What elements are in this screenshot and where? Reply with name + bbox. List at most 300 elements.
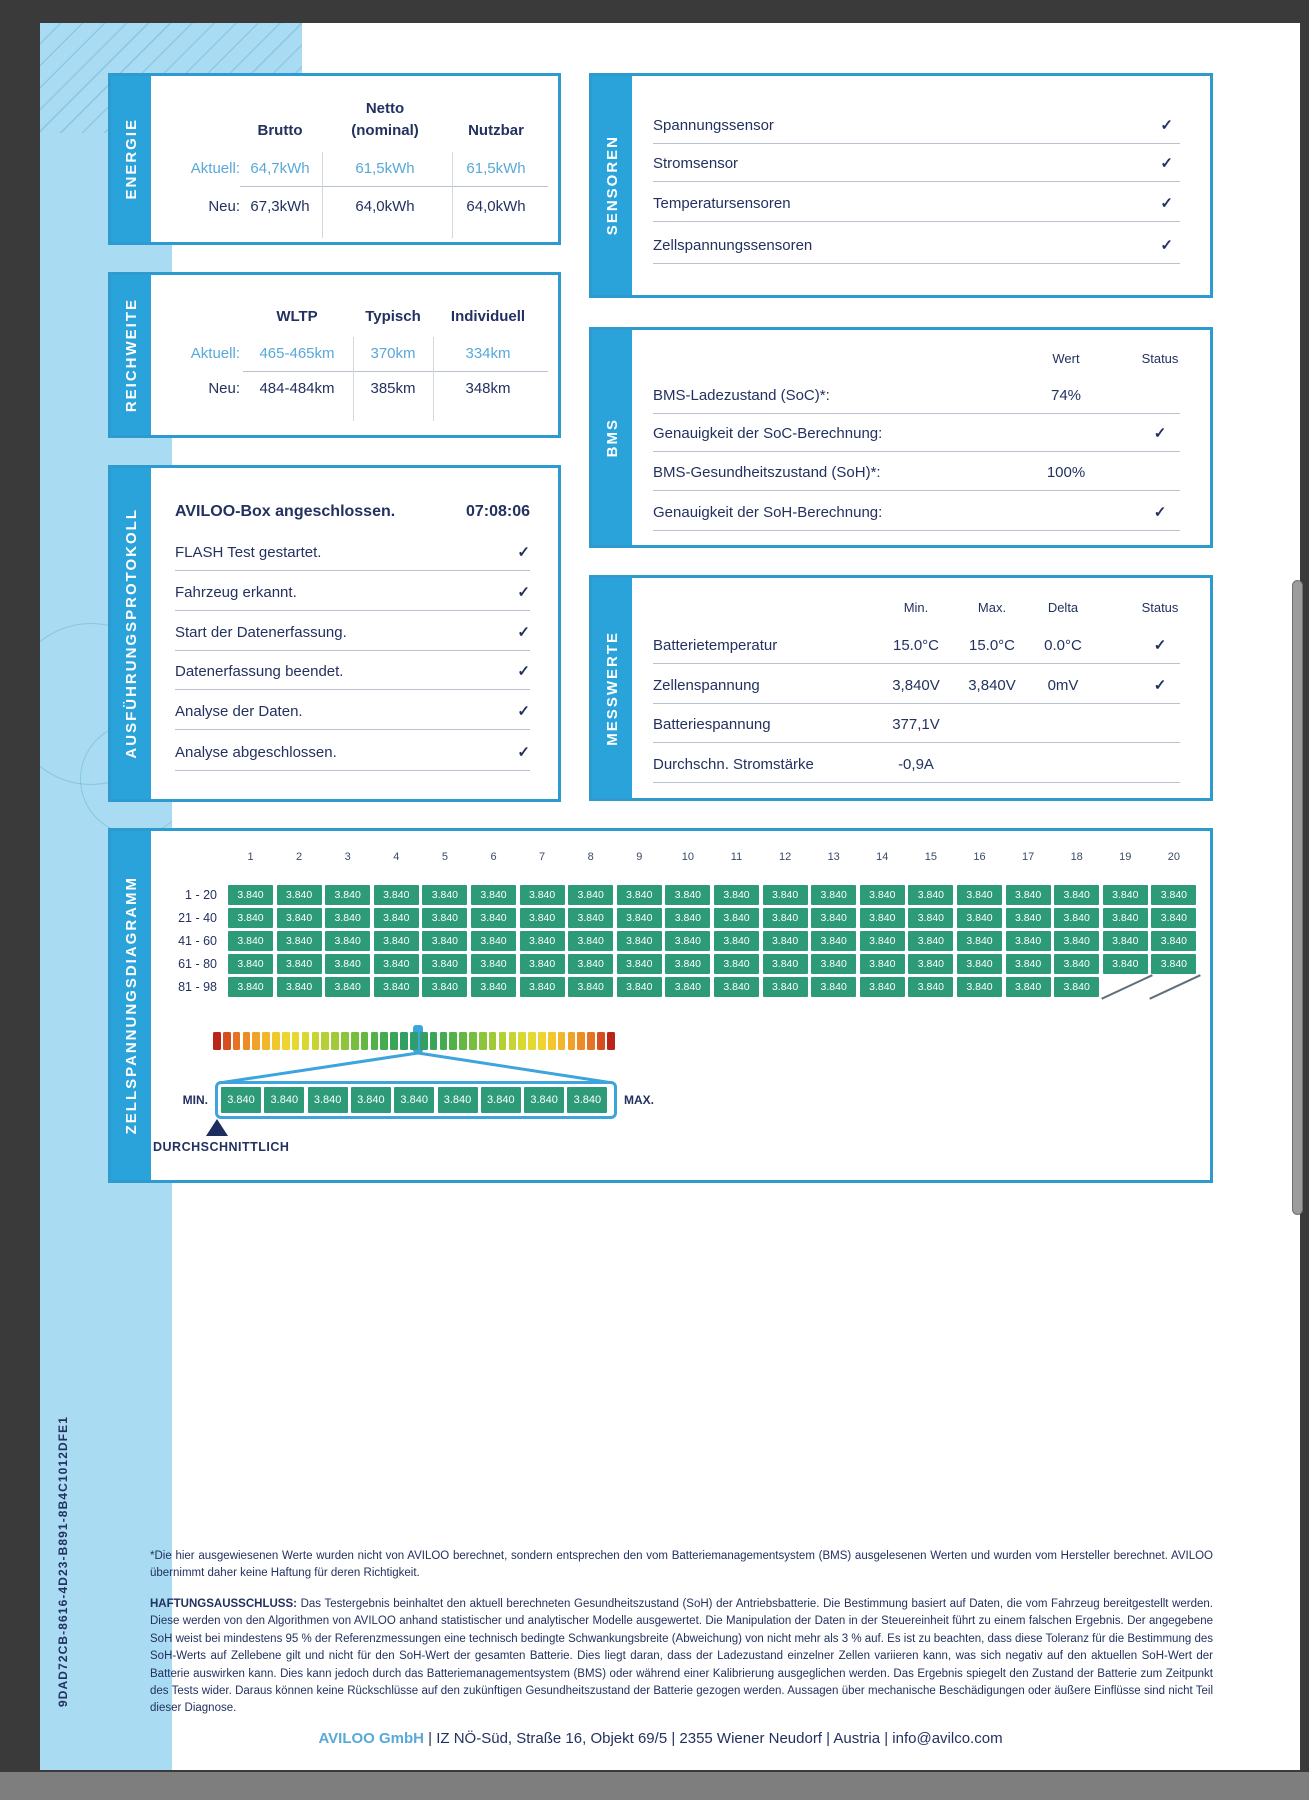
scale-segment — [440, 1032, 448, 1050]
col-header-netto-line1: Netto — [365, 100, 405, 117]
scale-segment — [351, 1032, 359, 1050]
energie-aktuell-netto: 61,5kWh — [355, 160, 415, 177]
scale-segment — [272, 1032, 280, 1050]
cell-column-header: 2 — [296, 851, 303, 863]
row-divider — [653, 181, 1180, 182]
voltage-cell: 3.840 — [422, 931, 467, 951]
voltage-cell: 3.840 — [520, 954, 565, 974]
col-header-typisch: Typisch — [365, 308, 421, 325]
cell-column-header: 5 — [441, 851, 448, 863]
callout-voltage-cell: 3.840 — [481, 1087, 521, 1113]
scale-segment — [292, 1032, 300, 1050]
voltage-cell: 3.840 — [1054, 931, 1099, 951]
voltage-cell: 3.840 — [1151, 931, 1196, 951]
messwert-max: 3,840V — [968, 677, 1016, 694]
col-header-nutzbar: Nutzbar — [468, 122, 524, 139]
callout-voltage-cell: 3.840 — [351, 1087, 391, 1113]
voltage-cell: 3.840 — [228, 908, 273, 928]
scale-segment — [223, 1032, 231, 1050]
footnote-bms-values — [150, 1548, 1213, 1583]
cell-row-label: 21 - 40 — [178, 911, 217, 925]
reichweite-aktuell-wltp: 465-465km — [259, 345, 335, 362]
cell-column-header: 6 — [490, 851, 497, 863]
cell-column-header: 16 — [973, 851, 986, 863]
voltage-cell: 3.840 — [860, 931, 905, 951]
row-divider — [653, 782, 1180, 783]
voltage-cell: 3.840 — [228, 931, 273, 951]
energie-neu-nutzbar: 64,0kWh — [466, 198, 526, 215]
check-icon: ✓ — [1153, 637, 1167, 654]
voltage-cell: 3.840 — [763, 908, 808, 928]
energie-aktuell-nutzbar: 61,5kWh — [466, 160, 526, 177]
voltage-cell: 3.840 — [228, 977, 273, 997]
voltage-cell: 3.840 — [325, 977, 370, 997]
voltage-cell: 3.840 — [617, 931, 662, 951]
callout-voltage-cell: 3.840 — [394, 1087, 434, 1113]
voltage-cell: 3.840 — [957, 885, 1002, 905]
voltage-cell: 3.840 — [811, 977, 856, 997]
voltage-cell: 3.840 — [714, 954, 759, 974]
cell-row-label: 41 - 60 — [178, 934, 217, 948]
col-header-brutto: Brutto — [257, 122, 303, 139]
row-divider — [653, 490, 1180, 491]
scale-segment — [430, 1032, 438, 1050]
bms-row-label: BMS-Gesundheitszustand (SoH)*: — [653, 464, 881, 481]
section-label-bms: BMS — [603, 417, 621, 458]
scale-segment — [233, 1032, 241, 1050]
min-label: MIN. — [182, 1093, 208, 1107]
protokoll-item: Analyse abgeschlossen. — [175, 744, 337, 761]
reichweite-neu-typisch: 385km — [370, 380, 416, 397]
messwert-min: 3,840V — [892, 677, 940, 694]
cell-column-header: 19 — [1119, 851, 1132, 863]
cell-column-header: 8 — [587, 851, 594, 863]
scale-segment — [479, 1032, 487, 1050]
check-icon: ✓ — [1160, 117, 1173, 134]
cell-column-header: 9 — [636, 851, 643, 863]
voltage-cell: 3.840 — [1006, 977, 1051, 997]
scale-segment — [518, 1032, 526, 1050]
voltage-cell: 3.840 — [520, 885, 565, 905]
sensor-item: Temperatursensoren — [653, 195, 791, 212]
callout-voltage-cell: 3.840 — [438, 1087, 478, 1113]
scale-segment — [558, 1032, 566, 1050]
callout-voltage-cell: 3.840 — [264, 1087, 304, 1113]
scale-segment — [302, 1032, 310, 1050]
footnote-text: *Die hier ausgewiesenen Werte wurden nicht von AVILOO berechnet, sondern entsprechen den vom Batteriemanagementsystem (BMS) ausgelesenen Werten und wurden vom Hersteller berechnet. AVILOO übernimmt daher keine Haftung für deren Richtigkeit. — [150, 1550, 1213, 1580]
messwert-label: Durchschn. Stromstärke — [653, 756, 814, 773]
voltage-cell: 3.840 — [520, 931, 565, 951]
scale-segment — [243, 1032, 251, 1050]
cell-column-header: 15 — [924, 851, 938, 863]
reichweite-aktuell-typisch: 370km — [370, 345, 416, 362]
column-divider — [353, 337, 354, 421]
cell-row-label: 1 - 20 — [185, 888, 217, 902]
voltage-cell: 3.840 — [763, 954, 808, 974]
energie-aktuell-brutto: 64,7kWh — [250, 160, 310, 177]
voltage-cell: 3.840 — [374, 931, 419, 951]
callout-voltage-cell: 3.840 — [524, 1087, 564, 1113]
section-strip-reichweite — [111, 275, 151, 435]
scale-segment — [380, 1032, 388, 1050]
company-footer — [108, 1730, 1213, 1747]
voltage-cell: 3.840 — [1006, 908, 1051, 928]
protokoll-item: Start der Datenerfassung. — [175, 624, 347, 641]
check-icon: ✓ — [1160, 237, 1173, 254]
check-icon: ✓ — [517, 663, 530, 680]
scale-segment — [252, 1032, 260, 1050]
missing-cell-slash-icon — [1150, 974, 1202, 999]
section-label-sensoren: SENSOREN — [603, 135, 621, 236]
voltage-cell: 3.840 — [811, 908, 856, 928]
voltage-cell: 3.840 — [1054, 908, 1099, 928]
cell-column-header: 10 — [681, 851, 695, 863]
scale-segment — [390, 1032, 398, 1050]
row-divider — [175, 570, 530, 571]
messwert-max: 15.0°C — [968, 637, 1016, 654]
column-divider — [433, 337, 434, 421]
voltage-cell: 3.840 — [860, 908, 905, 928]
voltage-cell: 3.840 — [860, 977, 905, 997]
section-strip-messwerte — [592, 578, 632, 798]
col-header-wltp: WLTP — [276, 308, 318, 325]
voltage-cell: 3.840 — [617, 954, 662, 974]
bms-row-label: Genauigkeit der SoC-Berechnung: — [653, 425, 883, 442]
check-icon: ✓ — [1153, 504, 1167, 521]
voltage-cell: 3.840 — [422, 885, 467, 905]
reichweite-neu-wltp: 484-484km — [259, 380, 335, 397]
voltage-cell: 3.840 — [811, 931, 856, 951]
voltage-cell: 3.840 — [471, 885, 516, 905]
voltage-cell: 3.840 — [228, 954, 273, 974]
voltage-cell: 3.840 — [714, 885, 759, 905]
voltage-cell: 3.840 — [617, 977, 662, 997]
voltage-cell: 3.840 — [665, 885, 710, 905]
reichweite-neu-individuell: 348km — [465, 380, 511, 397]
scale-segment — [449, 1032, 457, 1050]
check-icon: ✓ — [1160, 155, 1173, 172]
protokoll-item: Analyse der Daten. — [175, 703, 303, 720]
voltage-cell: 3.840 — [325, 954, 370, 974]
col-header-delta: Delta — [1047, 600, 1079, 615]
voltage-cell: 3.840 — [617, 908, 662, 928]
cell-column-header: 20 — [1167, 851, 1181, 863]
scale-segment — [538, 1032, 546, 1050]
col-header-min: Min. — [903, 600, 929, 615]
bms-soc-value: 74% — [1050, 387, 1082, 404]
scale-segment — [587, 1032, 595, 1050]
scale-segment — [607, 1032, 615, 1050]
voltage-cell: 3.840 — [471, 977, 516, 997]
row-divider — [653, 413, 1180, 414]
row-divider — [653, 703, 1180, 704]
voltage-cell: 3.840 — [908, 885, 953, 905]
voltage-cell: 3.840 — [228, 885, 273, 905]
check-icon: ✓ — [517, 624, 530, 641]
sensor-item: Spannungssensor — [653, 117, 774, 134]
col-header-status: Status — [1141, 351, 1179, 366]
voltage-cell: 3.840 — [520, 908, 565, 928]
check-icon: ✓ — [1153, 425, 1167, 442]
voltage-cell: 3.840 — [714, 908, 759, 928]
scale-segment — [528, 1032, 536, 1050]
voltage-cell: 3.840 — [422, 954, 467, 974]
average-pointer-icon — [206, 1119, 228, 1136]
row-divider — [175, 770, 530, 771]
scale-segment — [341, 1032, 349, 1050]
voltage-cell: 3.840 — [811, 954, 856, 974]
voltage-cell: 3.840 — [325, 885, 370, 905]
section-strip-zellspannung — [111, 831, 151, 1180]
max-label: MAX. — [624, 1093, 654, 1107]
scale-segment — [489, 1032, 497, 1050]
voltage-cell: 3.840 — [568, 977, 613, 997]
voltage-cell: 3.840 — [957, 954, 1002, 974]
voltage-cell: 3.840 — [860, 954, 905, 974]
protokoll-item: Fahrzeug erkannt. — [175, 584, 297, 601]
section-zellspannungsdiagramm — [108, 828, 1213, 1183]
row-label-neu: Neu: — [208, 198, 240, 215]
voltage-cell: 3.840 — [908, 908, 953, 928]
bms-row-label: BMS-Ladezustand (SoC)*: — [653, 387, 830, 404]
messwert-label: Zellenspannung — [653, 677, 760, 694]
voltage-cell: 3.840 — [665, 931, 710, 951]
voltage-cell: 3.840 — [811, 885, 856, 905]
voltage-cell: 3.840 — [1006, 954, 1051, 974]
callout-voltage-cell: 3.840 — [308, 1087, 348, 1113]
scale-segment — [548, 1032, 556, 1050]
voltage-cell: 3.840 — [277, 977, 322, 997]
column-divider — [322, 152, 323, 238]
voltage-cell: 3.840 — [471, 931, 516, 951]
sensor-item: Stromsensor — [653, 155, 739, 172]
cell-column-header: 1 — [247, 851, 254, 863]
voltage-cell: 3.840 — [277, 954, 322, 974]
check-icon: ✓ — [1160, 195, 1173, 212]
section-sensoren — [589, 73, 1213, 298]
messwert-delta: 0.0°C — [1044, 637, 1082, 654]
scale-segment — [371, 1032, 379, 1050]
cell-row-label: 61 - 80 — [178, 957, 217, 971]
reichweite-aktuell-individuell: 334km — [465, 345, 511, 362]
messwert-min: -0,9A — [898, 756, 934, 773]
average-label: DURCHSCHNITTLICH — [153, 1140, 290, 1154]
col-header-wert: Wert — [1052, 351, 1080, 366]
row-divider — [243, 371, 548, 372]
scale-segment — [577, 1032, 585, 1050]
row-divider — [175, 729, 530, 730]
voltage-cell: 3.840 — [1103, 931, 1148, 951]
voltage-cell: 3.840 — [471, 954, 516, 974]
col-header-max: Max. — [977, 600, 1007, 615]
cell-column-header: 4 — [393, 851, 400, 863]
voltage-cell: 3.840 — [908, 954, 953, 974]
scale-segment — [410, 1032, 418, 1050]
protokoll-item: FLASH Test gestartet. — [175, 544, 322, 561]
scale-segment — [400, 1032, 408, 1050]
row-label-aktuell: Aktuell: — [190, 160, 240, 177]
cell-column-header: 13 — [827, 851, 840, 863]
check-icon: ✓ — [517, 703, 530, 720]
section-label-messwerte: MESSWERTE — [603, 630, 621, 746]
row-divider — [653, 221, 1180, 222]
section-reichweite — [108, 272, 561, 438]
cell-column-header: 12 — [778, 851, 792, 863]
scale-segment — [312, 1032, 320, 1050]
scale-segment — [459, 1032, 467, 1050]
energie-neu-brutto: 67,3kWh — [250, 198, 310, 215]
section-messwerte — [589, 575, 1213, 801]
cell-column-header: 3 — [344, 851, 351, 863]
section-strip-energie — [111, 76, 151, 242]
check-icon: ✓ — [517, 544, 530, 561]
messwert-delta: 0mV — [1047, 677, 1079, 694]
voltage-cell: 3.840 — [665, 954, 710, 974]
check-icon: ✓ — [517, 584, 530, 601]
voltage-cell: 3.840 — [763, 931, 808, 951]
scale-segment — [361, 1032, 369, 1050]
section-bms — [589, 327, 1213, 548]
row-divider — [175, 689, 530, 690]
scale-segment — [213, 1032, 221, 1050]
voltage-cell: 3.840 — [568, 885, 613, 905]
scale-segment — [331, 1032, 339, 1050]
voltage-cell: 3.840 — [422, 908, 467, 928]
scale-segment — [568, 1032, 576, 1050]
voltage-cell: 3.840 — [1103, 954, 1148, 974]
section-energie — [108, 73, 561, 245]
row-divider — [175, 610, 530, 611]
row-divider — [653, 143, 1180, 144]
voltage-cell: 3.840 — [957, 908, 1002, 928]
voltage-cell: 3.840 — [1151, 885, 1196, 905]
voltage-cell: 3.840 — [1006, 885, 1051, 905]
section-protokoll — [108, 465, 561, 802]
voltage-cell: 3.840 — [957, 977, 1002, 997]
row-label-aktuell: Aktuell: — [190, 345, 240, 362]
messwert-label: Batteriespannung — [653, 716, 771, 733]
voltage-cell: 3.840 — [1151, 908, 1196, 928]
callout-voltage-cell: 3.840 — [221, 1087, 261, 1113]
voltage-cell: 3.840 — [1054, 954, 1099, 974]
section-label-reichweite: REICHWEITE — [122, 297, 140, 413]
voltage-cell: 3.840 — [325, 931, 370, 951]
voltage-cell: 3.840 — [1151, 954, 1196, 974]
voltage-cell: 3.840 — [374, 908, 419, 928]
scale-segment — [321, 1032, 329, 1050]
row-divider — [653, 451, 1180, 452]
callout-lines — [111, 831, 1210, 1180]
cell-column-header: 11 — [730, 851, 743, 863]
section-label-zellspannung: ZELLSPANNUNGSDIAGRAMM — [122, 876, 140, 1135]
scale-segment — [420, 1032, 428, 1050]
voltage-cell: 3.840 — [568, 931, 613, 951]
voltage-cell: 3.840 — [1006, 931, 1051, 951]
row-divider — [653, 263, 1180, 264]
callout-voltage-cell: 3.840 — [567, 1087, 607, 1113]
voltage-cell: 3.840 — [908, 931, 953, 951]
scrollbar-thumb[interactable] — [1292, 580, 1303, 1215]
liability-disclaimer — [150, 1596, 1213, 1718]
cell-column-header: 17 — [1021, 851, 1035, 863]
row-divider — [653, 530, 1180, 531]
row-divider — [653, 663, 1180, 664]
scale-segment — [469, 1032, 477, 1050]
scale-segment — [499, 1032, 507, 1050]
protokoll-title: AVILOO-Box angeschlossen. — [175, 503, 396, 520]
check-icon: ✓ — [1153, 677, 1167, 694]
voltage-cell: 3.840 — [325, 908, 370, 928]
cell-column-header: 14 — [876, 851, 889, 863]
section-label-protokoll: AUSFÜHRUNGSPROTOKOLL — [122, 508, 140, 759]
check-icon: ✓ — [517, 744, 530, 761]
row-divider — [175, 650, 530, 651]
missing-cell-slash-icon — [1101, 974, 1153, 999]
row-divider — [653, 742, 1180, 743]
column-divider — [452, 152, 453, 238]
scale-segment — [282, 1032, 290, 1050]
section-strip-protokoll — [111, 468, 151, 799]
messwert-label: Batterietemperatur — [653, 637, 778, 654]
scale-segment — [509, 1032, 517, 1050]
voltage-cell: 3.840 — [568, 954, 613, 974]
bms-row-label: Genauigkeit der SoH-Berechnung: — [653, 504, 883, 521]
voltage-cell: 3.840 — [665, 908, 710, 928]
bottom-bar — [0, 1772, 1309, 1800]
bms-soh-value: 100% — [1046, 464, 1086, 481]
voltage-cell: 3.840 — [763, 885, 808, 905]
cell-column-header: 7 — [539, 851, 546, 863]
scale-segment — [597, 1032, 605, 1050]
row-label-neu: Neu: — [208, 380, 240, 397]
scale-segment — [262, 1032, 270, 1050]
messwert-min: 377,1V — [892, 716, 940, 733]
voltage-cell: 3.840 — [277, 931, 322, 951]
row-divider — [240, 186, 548, 187]
section-strip-bms — [592, 330, 632, 545]
voltage-cell: 3.840 — [714, 977, 759, 997]
cell-row-label: 81 - 98 — [178, 980, 217, 994]
protokoll-time: 07:08:06 — [465, 503, 530, 520]
voltage-cell: 3.840 — [520, 977, 565, 997]
energie-neu-netto: 64,0kWh — [355, 198, 415, 215]
voltage-cell: 3.840 — [714, 931, 759, 951]
company-name: AVILOO GmbH — [318, 1730, 424, 1747]
voltage-cell: 3.840 — [471, 908, 516, 928]
report-page — [40, 23, 1300, 1770]
col-header-status: Status — [1141, 600, 1179, 615]
voltage-cell: 3.840 — [908, 977, 953, 997]
voltage-cell: 3.840 — [860, 885, 905, 905]
voltage-cell: 3.840 — [277, 908, 322, 928]
protokoll-item: Datenerfassung beendet. — [175, 663, 344, 680]
disclaimer-text: Das Testergebnis beinhaltet den aktuell berechneten Gesundheitszustand (SoH) der Antriebsbatterie. Die Bestimmung basiert auf Daten, die vom Fahrzeug bereitgestellt werden. Diese werden von den Algorithmen von AVILOO anhand statistischer und analytischer Modelle ausgewertet. Die Manipulation der Daten in der Steuereinheit führt zu einem falschen Ergebnis. Der angegebene SoH weist bei mindestens 95 % der Referenzmessungen eine technisch bedingte Schwankungsbreite (Abweichung) von nicht mehr als 3 % auf. Es ist zu beachten, dass diese Toleranz für die Bestimmung des SoH-Werts auf Zellebene gilt und nicht für den SoH-Wert der gesamten Batterie. Dies liegt daran, dass der Ladezustand einzelner Zellen variieren kann, was sich negativ auf den aktuellen SoH-Wert der Batterie auswirken kann. Dies kann jedoch durch das Batteriemanagementsystem (BMS) oder während einer Kalibrierung ausgeglichen werden. Das Ergebnis spiegelt den Zustand der Batterie zum Zeitpunkt des Tests wider. Daraus können keine Rückschlüsse auf den zukünftigen Gesundheitszustand der Batterie gezogen werden. Aussagen über mechanische Beschädigungen oder äußere Einflüsse sind nicht Teil dieser Diagnose. — [150, 1598, 1213, 1715]
voltage-cell: 3.840 — [665, 977, 710, 997]
voltage-cell: 3.840 — [617, 885, 662, 905]
section-label-energie: ENERGIE — [122, 118, 140, 200]
company-address: | IZ NÖ-Süd, Straße 16, Objekt 69/5 | 2355 Wiener Neudorf | Austria | info@avilco.com — [424, 1730, 1003, 1747]
sensor-item: Zellspannungssensoren — [653, 237, 813, 254]
col-header-individuell: Individuell — [450, 308, 526, 325]
voltage-cell: 3.840 — [763, 977, 808, 997]
voltage-cell: 3.840 — [568, 908, 613, 928]
voltage-cell: 3.840 — [277, 885, 322, 905]
voltage-cell: 3.840 — [1103, 908, 1148, 928]
voltage-cell: 3.840 — [374, 977, 419, 997]
disclaimer-title: HAFTUNGSAUSSCHLUSS: — [150, 1598, 297, 1610]
cell-column-header: 18 — [1070, 851, 1083, 863]
voltage-cell: 3.840 — [957, 931, 1002, 951]
